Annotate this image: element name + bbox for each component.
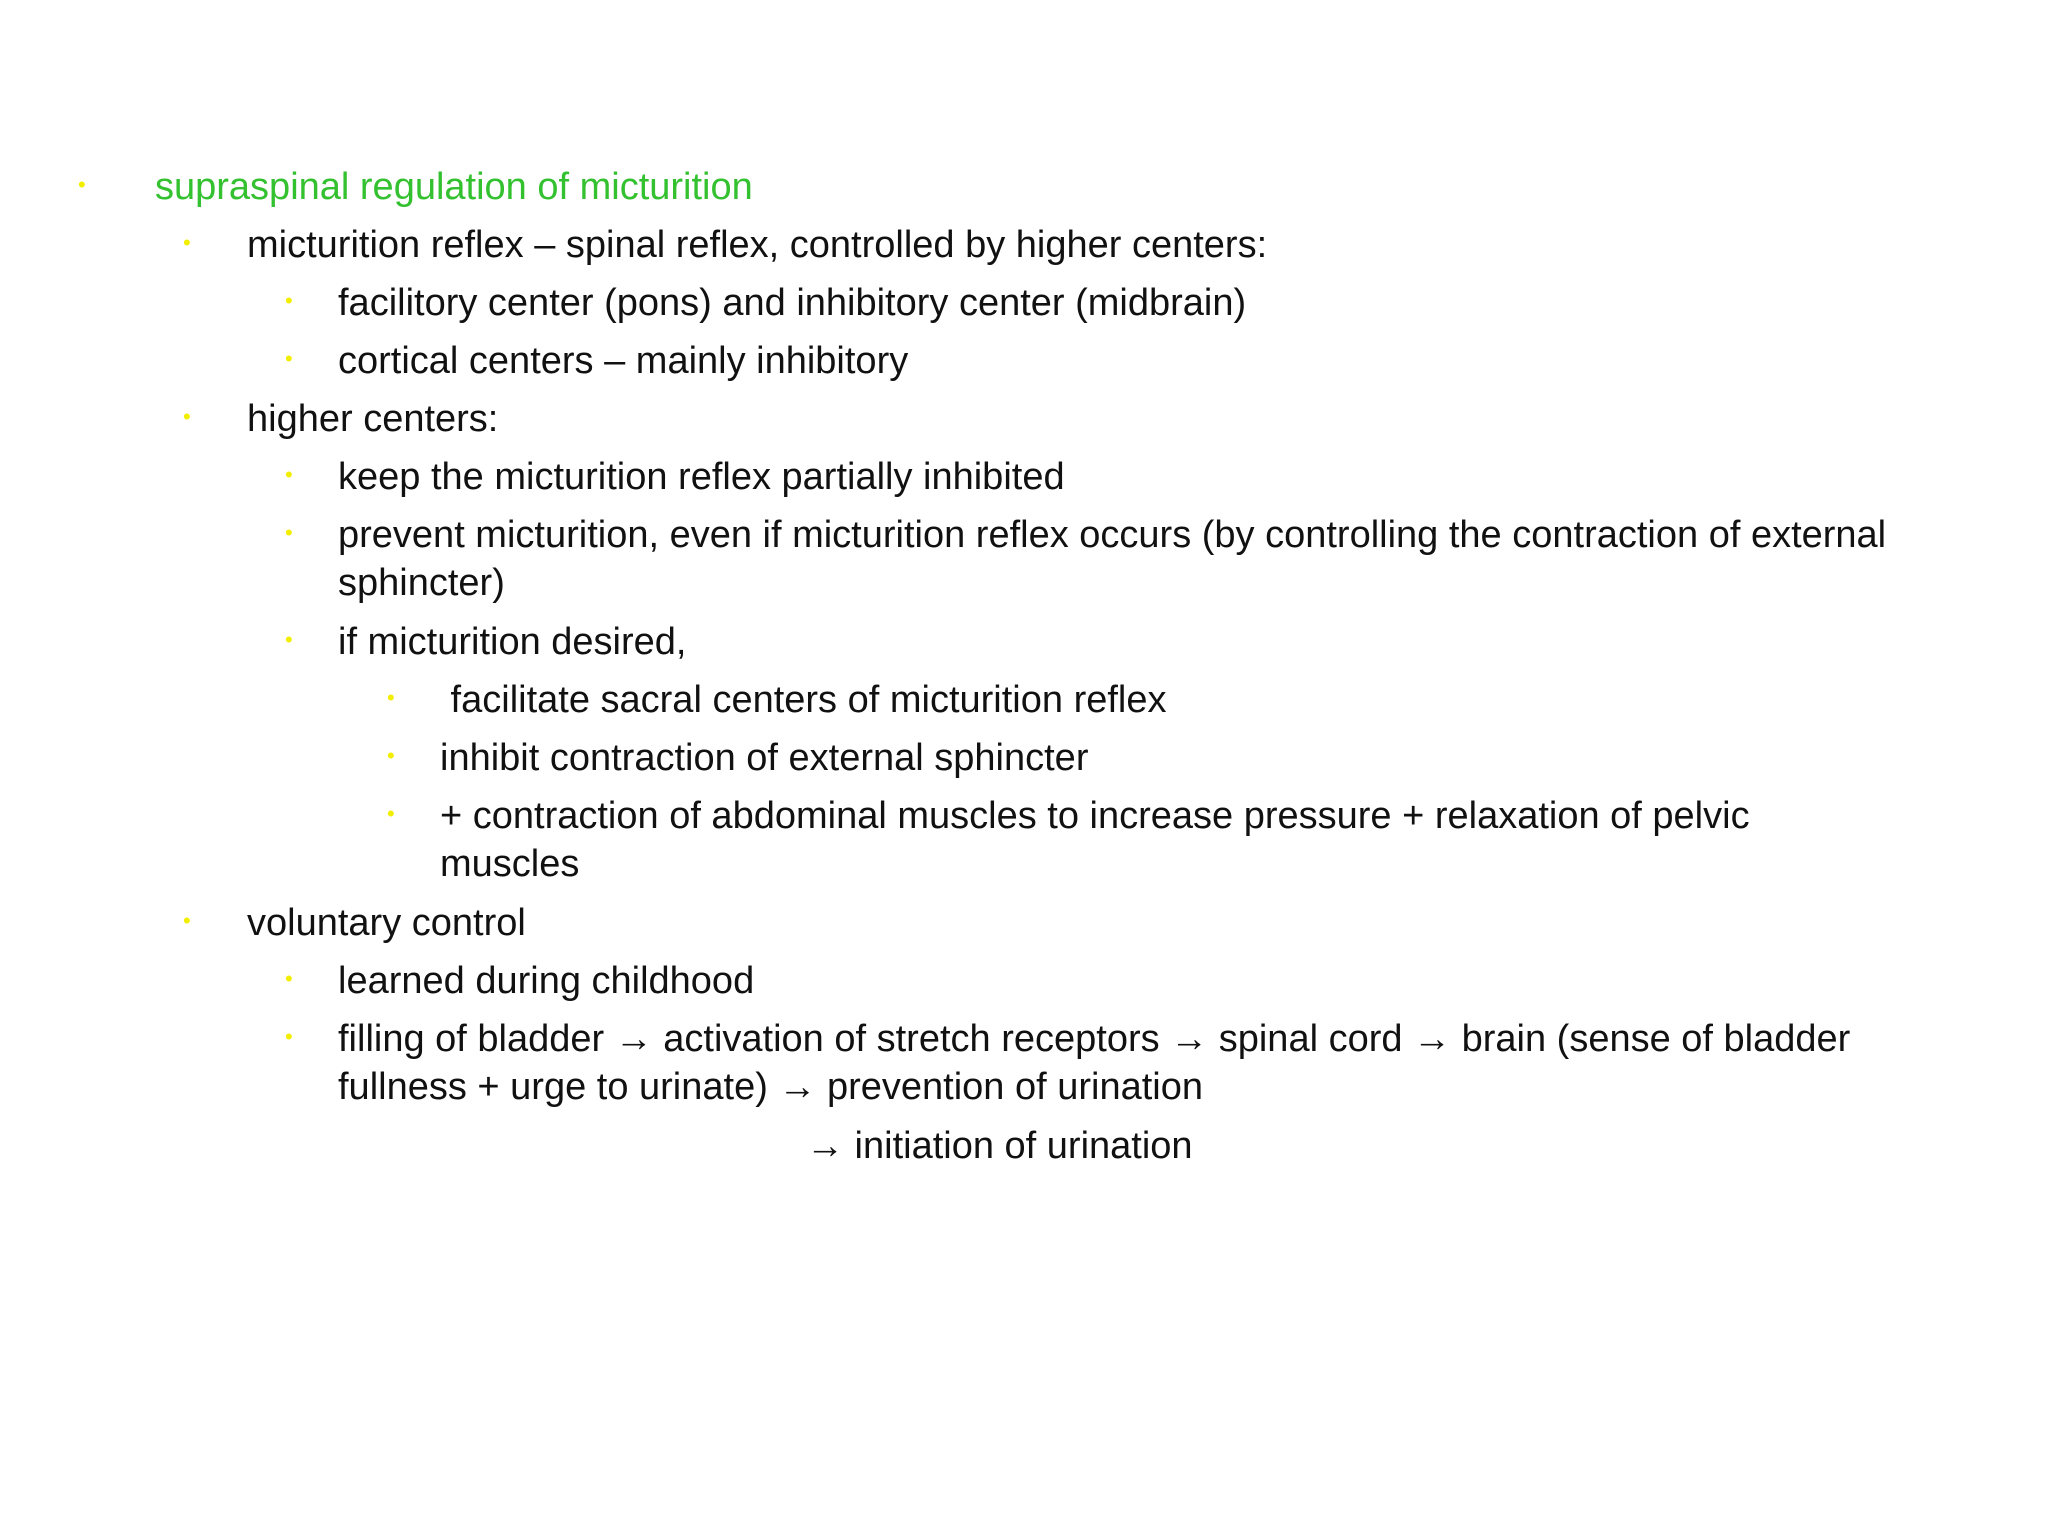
heading-supraspinal-regulation: supraspinal regulation of micturition (155, 166, 753, 208)
bullet-item-level3 (285, 1015, 1985, 1111)
bullet-dot: • (285, 346, 293, 371)
text-learned-childhood: learned during childhood (338, 960, 755, 1002)
text-initiation-of-urination: → initiation of urination (806, 1125, 1193, 1167)
bullet-dot: • (285, 1024, 293, 1049)
bullet-dot: • (285, 462, 293, 487)
bullet-item-level3 (285, 279, 1985, 327)
bullet-item-level3 (285, 957, 1985, 1005)
bullet-item-level4 (387, 676, 1987, 724)
text-higher-centers: higher centers: (247, 398, 499, 440)
bullet-item-level3 (285, 618, 1985, 666)
bullet-item-level3 (285, 337, 1985, 385)
text-if-micturition-desired: if micturition desired, (338, 621, 687, 663)
bullet-dot: • (183, 230, 191, 255)
bullet-item-level4 (387, 792, 1867, 888)
text-facilitate-sacral-centers: facilitate sacral centers of micturition reflex (440, 679, 1167, 721)
bullet-dot: • (78, 172, 86, 197)
bullet-dot: • (285, 520, 293, 545)
bullet-dot: • (183, 908, 191, 933)
text-prevent-micturition: prevent micturition, even if micturition reflex occurs (by controlling the contraction of external sphincter) (338, 514, 1887, 604)
bullet-item-level2 (183, 395, 1983, 443)
bullet-dot: • (387, 801, 395, 826)
text-voluntary-control: voluntary control (247, 902, 526, 944)
bullet-item-level4 (387, 734, 1987, 782)
bullet-dot: • (183, 404, 191, 429)
bullet-dot: • (285, 966, 293, 991)
bullet-dot: • (387, 685, 395, 710)
bullet-item-level3 (285, 511, 2005, 607)
bullet-item-level3 (285, 453, 1985, 501)
text-filling-of-bladder: filling of bladder → activation of stretch receptors → spinal cord → brain (sense of bladder fullness + urge to urinate) → prevention of urination (338, 1018, 1851, 1108)
bullet-item-level2 (183, 899, 1983, 947)
text-abdominal-muscles: + contraction of abdominal muscles to increase pressure + relaxation of pelvic muscles (440, 795, 1750, 885)
text-inhibit-external-sphincter: inhibit contraction of external sphincter (440, 737, 1089, 779)
text-facilitory-center: facilitory center (pons) and inhibitory center (midbrain) (338, 282, 1247, 324)
text-cortical-centers: cortical centers – mainly inhibitory (338, 340, 909, 382)
bullet-item-level1 (78, 163, 1978, 211)
bullet-dot: • (285, 627, 293, 652)
text-micturition-reflex: micturition reflex – spinal reflex, controlled by higher centers: (247, 224, 1268, 266)
text-keep-reflex-inhibited: keep the micturition reflex partially inhibited (338, 456, 1065, 498)
bullet-item-level2 (183, 221, 1983, 269)
bullet-dot: • (387, 743, 395, 768)
bullet-dot: • (285, 288, 293, 313)
